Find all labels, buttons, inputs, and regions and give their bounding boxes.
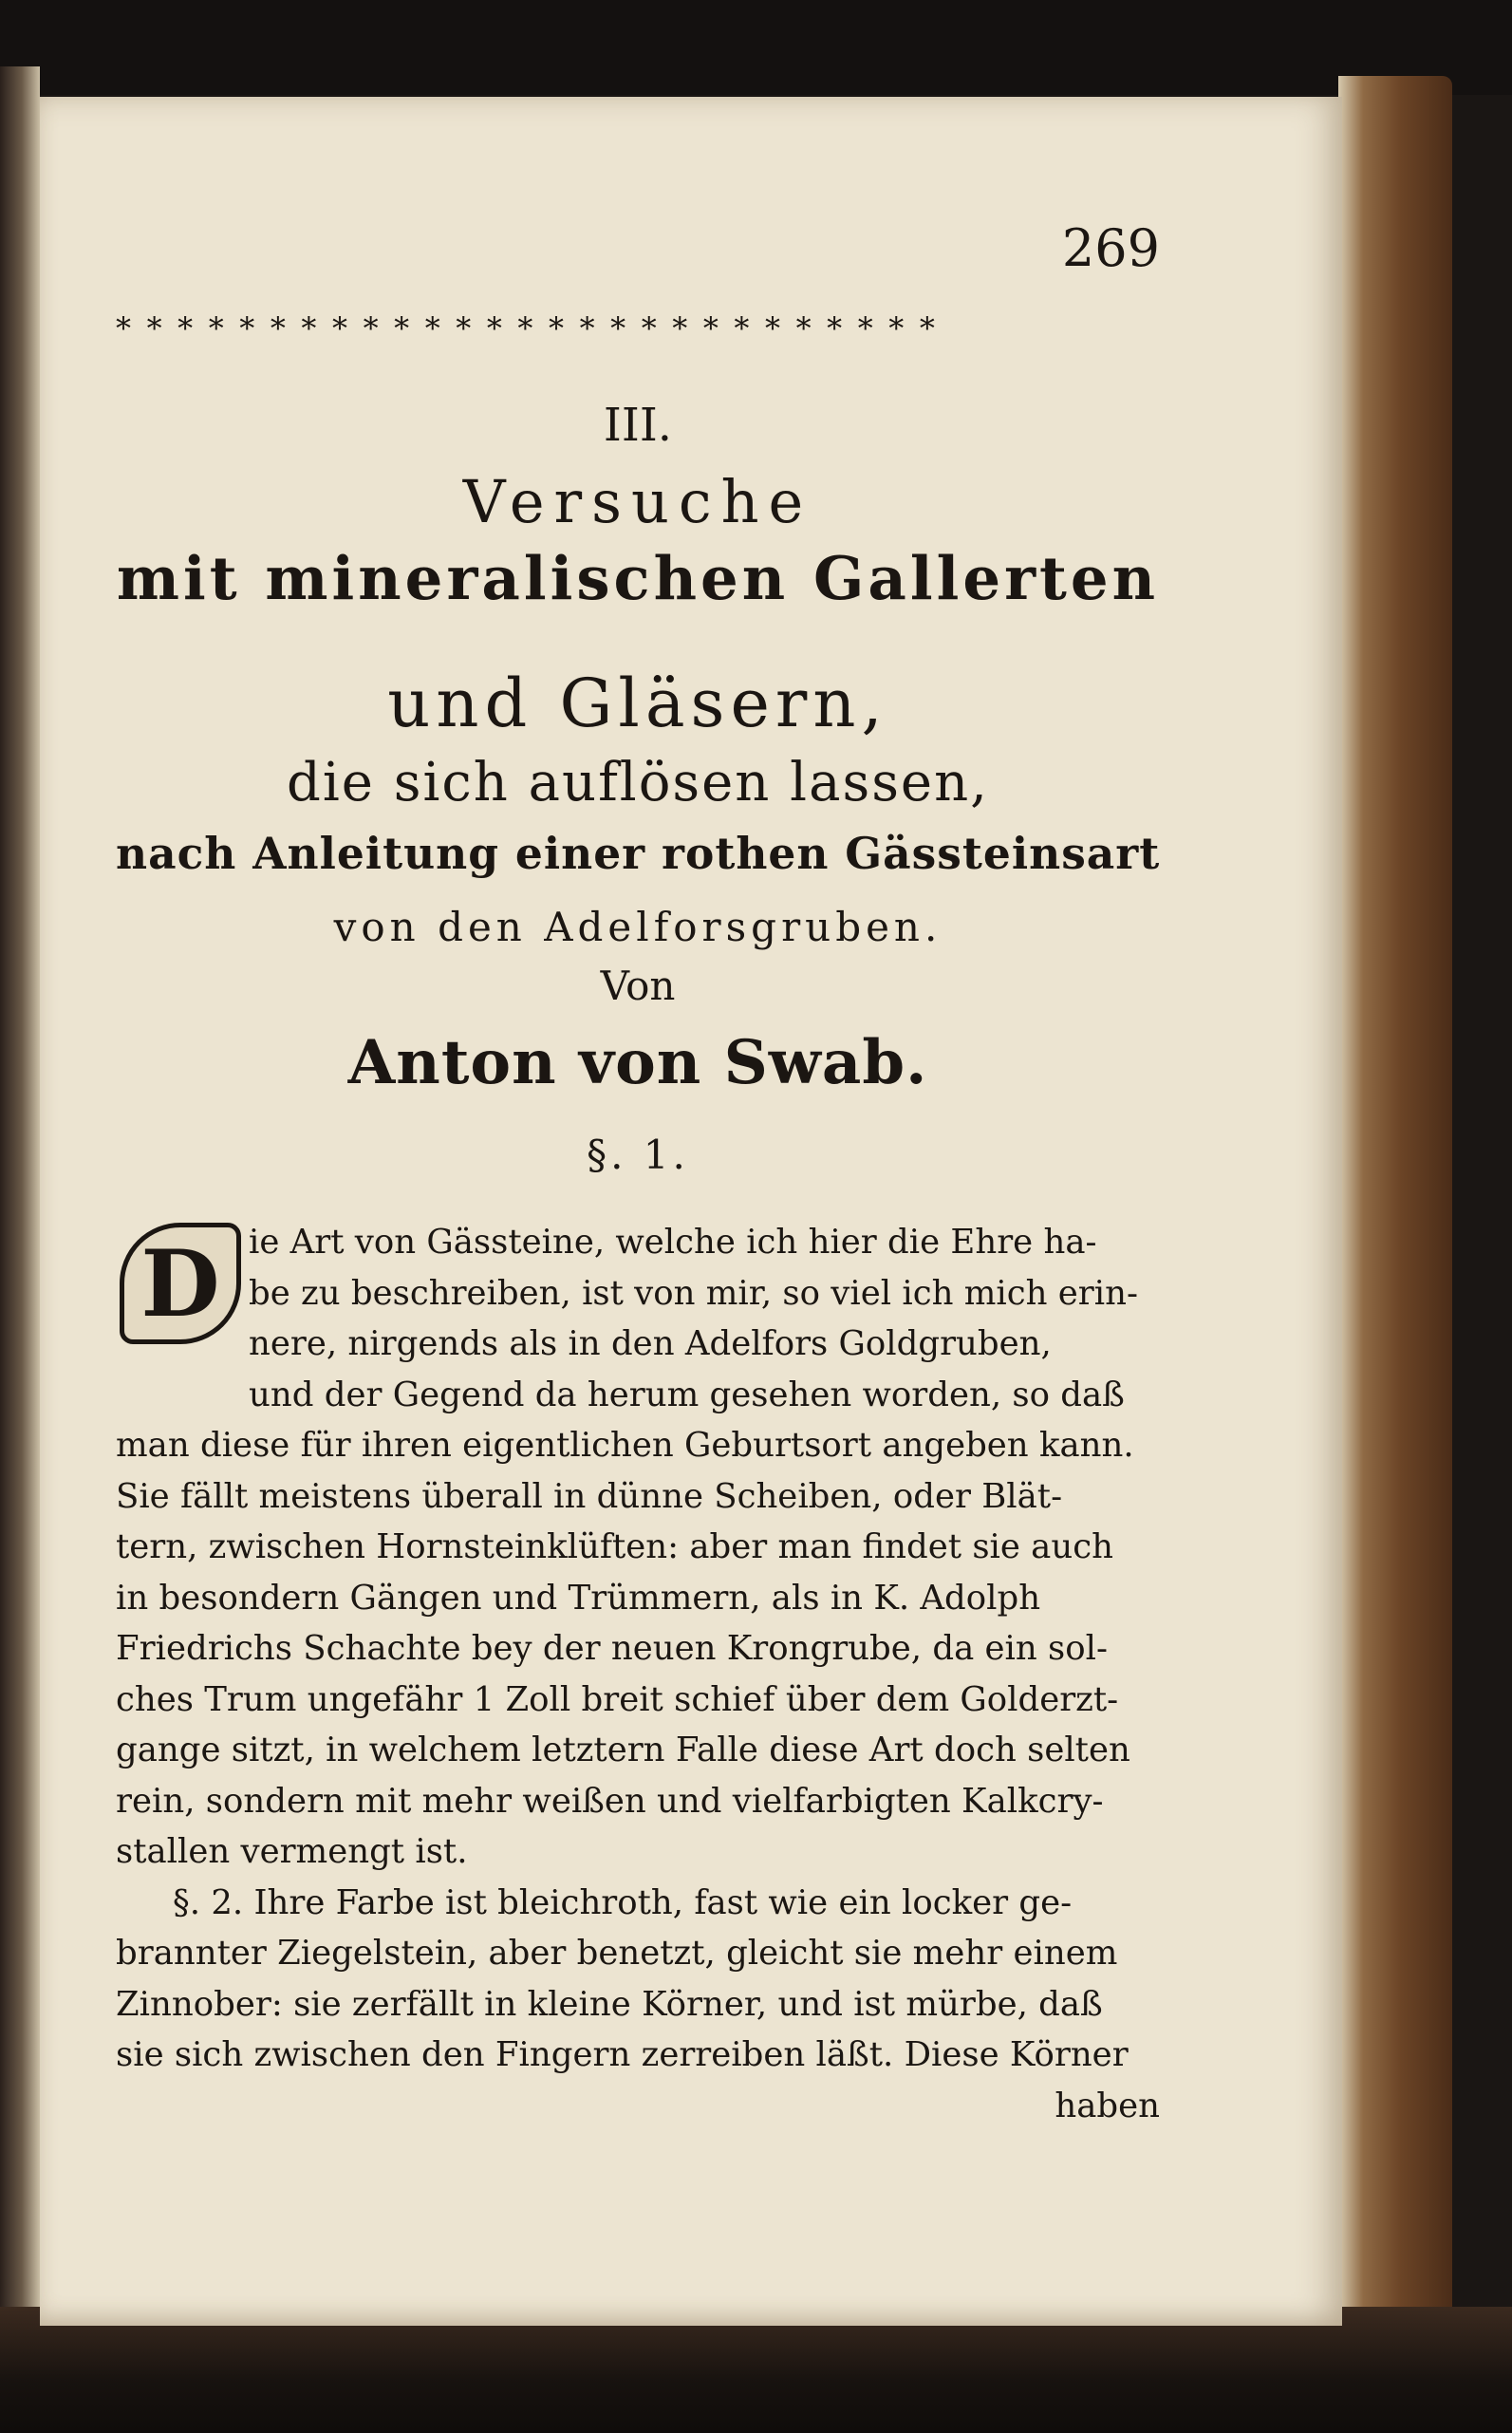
text-line: in besondern Gängen und Trümmern, als in K. Adolph xyxy=(116,1578,1041,1618)
text-line: nere, nirgends als in den Adelfors Goldgruben, xyxy=(249,1324,1052,1363)
title-line-1: Versuche xyxy=(462,467,813,536)
text-line: sie sich zwischen den Fingern zerreiben läßt. Diese Körner xyxy=(116,2035,1129,2074)
body-paragraph xyxy=(116,1217,1160,2131)
title-line-4: die sich auflösen lassen, xyxy=(287,752,989,814)
text-line: rein, sondern mit mehr weißen und vielfarbigten Kalkcry- xyxy=(116,1781,1104,1821)
title-line-2: mit mineralischen Gallerten xyxy=(116,543,1160,613)
chapter-number: III. xyxy=(603,399,673,452)
page-number: 269 xyxy=(1061,218,1160,278)
text-line: stallen vermengt ist. xyxy=(116,1832,468,1871)
book-background-top xyxy=(0,0,1512,95)
text-line: und der Gegend da herum gesehen worden, so daß xyxy=(249,1375,1125,1414)
author-name: Anton von Swab. xyxy=(347,1027,928,1098)
drop-cap: D xyxy=(120,1223,241,1344)
text-line: Zinnober: sie zerfällt in kleine Körner, und ist mürbe, daß xyxy=(116,1984,1103,2024)
text-line: gange sitzt, in welchem letztern Falle diese Art doch selten xyxy=(116,1731,1130,1769)
title-line-5: nach Anleitung einer rothen Gässteinsart xyxy=(116,828,1161,879)
text-line: ie Art von Gässteine, welche ich hier die Ehre ha- xyxy=(249,1223,1097,1262)
text-line: Sie fällt meistens überall in dünne Scheiben, oder Blät- xyxy=(116,1476,1063,1516)
title-line-3: und Gläsern, xyxy=(387,664,888,742)
text-line: tern, zwischen Hornsteinklüften: aber man findet sie auch xyxy=(116,1527,1113,1566)
catchword: haben xyxy=(1055,2086,1160,2125)
text-line: man diese für ihren eigentlichen Geburtsort angeben kann. xyxy=(116,1426,1134,1465)
text-line: Friedrichs Schachte bey der neuen Krongrube, da ein sol- xyxy=(116,1629,1108,1668)
title-line-6: von den Adelforsgruben. xyxy=(333,904,943,950)
section-heading: §. 1. xyxy=(587,1132,689,1178)
byline-von: Von xyxy=(600,963,676,1009)
text-line: §. 2. Ihre Farbe ist bleichroth, fast wie ein locker ge- xyxy=(173,1882,1073,1922)
text-line: ches Trum ungefähr 1 Zoll breit schief über dem Golderzt- xyxy=(116,1679,1119,1719)
leather-binding-edge xyxy=(1338,76,1452,2345)
book-page xyxy=(40,97,1342,2326)
ornament-rule: * * * * * * * * * * * * * * * * * * * * * * * * * * * xyxy=(116,310,939,346)
text-line: be zu beschreiben, ist von mir, so viel ich mich erin- xyxy=(249,1273,1138,1313)
facing-page-edge xyxy=(0,66,40,2364)
text-line: brannter Ziegelstein, aber benetzt, gleicht sie mehr einem xyxy=(116,1934,1118,1973)
